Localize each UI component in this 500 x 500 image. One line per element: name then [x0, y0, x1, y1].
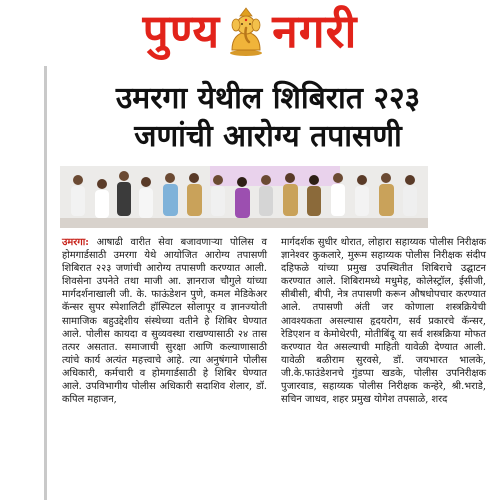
ganesha-icon [226, 6, 266, 56]
masthead [0, 0, 500, 62]
group-photo [60, 166, 428, 228]
column-divider [44, 66, 47, 500]
dateline: उमरगा: [62, 237, 89, 248]
masthead-right-word: नगरी [272, 4, 358, 58]
headline-line-2: जणांची आरोग्य तपासणी [134, 119, 402, 154]
article-headline [58, 80, 478, 156]
article-body [62, 236, 500, 500]
masthead-left-word: पुण्य [142, 4, 221, 58]
column-1-text: आषाढी वारीत सेवा बजावणाऱ्या पोलिस व होमगार्डसाठी उमरगा येथे आयोजित आरोग्य तपासणी शिबिरात २२३ जणांची आरोग्य तपासणी करण्यात आली. शिवसेना उपनेते तथा माजी आ. ज्ञानराज चौगुले यांच्या मार्गदर्शनाखाली जी. के. फाऊंडेशन पुणे, कमल मेडिकेअर कॅन्सर सुपर स्पेशालिटी हॉस्पिटल सोलापूर व ज्ञानज्योती सामाजिक बहुउद्देशीय संस्थेच्या वतीने हे शिबिर घेण्यात आले. पोलीस कायदा व सुव्यवस्था राखण्यासाठी २४ तास तत्पर असतात. समाजाची सुरक्षा आणि कल्याणासाठी त्यांचे कार्य अत्यंत महत्त्वाचे आहे. त्या अनुषंगाने पोलीस अधिकारी, कर्मचारी व होमगार्डसाठी हे शिबिर घेण्यात आले. उपविभागीय पोलीस अधिकारी सदाशिव शेलार, डॉ. कपिल महाजन, [62, 237, 267, 406]
column-2-text: मार्गदर्शक सुधीर थोरात, लोहारा सहाय्यक पोलीस निरीक्षक ज्ञानेश्वर कुकलारे, मुरूम सहाय्यक पोलीस निरीक्षक संदीप दहिफळे यांच्या प्रमुख उपस्थितीत शिबिराचे उद्घाटन करण्यात आले. शिबिरामध्ये मधुमेह, कोलेस्ट्रॉल, ईसीजी, सीबीसी, बीपी, नेत्र तपासणी करून औषधोपचार करण्यात आले. तपासणी अंती जर कोणाला शस्त्रक्रियेची आवश्यकता असल्यास हृदयरोग, सर्व प्रकारचे कॅन्सर, रेडिएशन व केमोथेरपी, मोतीबिंदू या सर्व शस्त्रक्रिया मोफत करण्यात येत असल्याची माहिती यावेळी देण्यात आली. यावेळी बळीराम सुरवसे, डॉ. जयभारत भालके, जी.के.फाउंडेशनचे गुंडप्पा खडके, पोलीस उपनिरीक्षक पुजारवाड, सहाय्यक पोलीस निरीक्षक कन्हेरे, श्री.भराडे, सचिन जाधव, शहर प्रमुख योगेश तपसाळे, शरद [281, 237, 486, 406]
article-column-1 [62, 236, 267, 500]
article-column-2 [281, 236, 486, 500]
headline-line-1: उमरगा येथील शिबिरात २२३ [115, 81, 421, 116]
